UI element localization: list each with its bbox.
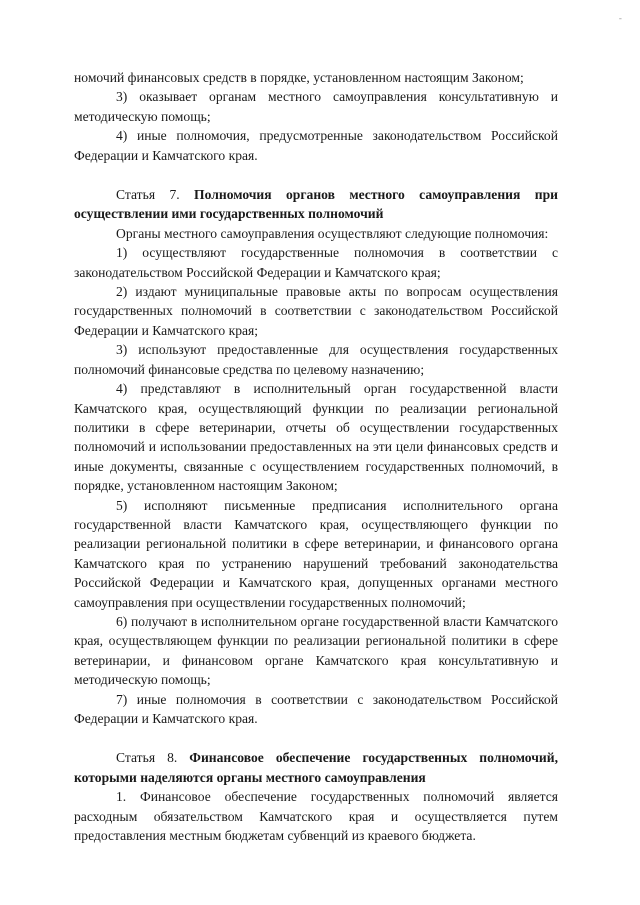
article-7-number: Статья 7.: [116, 187, 180, 203]
list-item: 4) иные полномочия, предусмотренные законодательством Российской Федерации и Камчатского края.: [74, 128, 558, 163]
section-spacer: [74, 728, 558, 748]
article-7-title: Полномочия органов местного самоуправления при осуществлении ими государственных полномочий: [74, 187, 558, 222]
article-8-number: Статья 8.: [116, 750, 178, 766]
continuation-paragraph: номочий финансовых средств в порядке, установленном настоящим Законом;: [74, 70, 524, 85]
list-item: 5) исполняют письменные предписания исполнительного органа государственной власти Камчатского края, осуществляющего функции по реализации региональной политики в сфере ветеринарии, и финансового органа Камчатского края по устранению нарушений требований законодательства Российской Федерации и Камчатского края, допущенных органами местного самоуправления при осуществлении государственных полномочий;: [74, 497, 558, 610]
list-item: 3) используют предоставленные для осуществления государственных полномочий финансовые средства по целевому назначению;: [74, 342, 558, 377]
list-item: 7) иные полномочия в соответствии с законодательством Российской Федерации и Камчатского края.: [74, 691, 558, 726]
list-item: 3) оказывает органам местного самоуправления консультативную и методическую помощь;: [74, 89, 558, 124]
section-spacer: [74, 165, 558, 185]
article-8-title: Финансовое обеспечение государственных полномочий, которыми наделяются органы местного самоуправления: [74, 750, 558, 785]
document-page: [74, 68, 558, 845]
corner-mark: -: [618, 14, 622, 24]
article-8-heading: [74, 748, 558, 787]
list-item: 1) осуществляют государственные полномочия в соответствии с законодательством Российской Федерации и Камчатского края;: [74, 245, 558, 280]
article-7-intro: Органы местного самоуправления осуществляют следующие полномочия:: [116, 225, 549, 241]
article-7-heading: [74, 185, 558, 224]
list-item: 6) получают в исполнительном органе государственной власти Камчатского края, осуществляющем функции по реализации региональной политики в сфере ветеринарии, и финансовом органе Камчатского края консультативную и методическую помощь;: [74, 613, 558, 688]
list-item: 4) представляют в исполнительный орган государственной власти Камчатского края, осуществляющий функции по реализации региональной политики в сфере ветеринарии, отчеты об осуществлении государственных полномочий и использовании предоставленных на эти цели финансовых средств и иные документы, связанные с осуществлением государственных полномочий, в порядке, установленном настоящим Законом;: [74, 381, 558, 494]
list-item: 2) издают муниципальные правовые акты по вопросам осуществления государственных полномочий в соответствии с законодательством Российской Федерации и Камчатского края;: [74, 284, 558, 338]
list-item: 1. Финансовое обеспечение государственных полномочий является расходным обязательством Камчатского края и осуществляется путем предоставления местным бюджетам субвенций из краевого бюджета.: [74, 789, 558, 844]
